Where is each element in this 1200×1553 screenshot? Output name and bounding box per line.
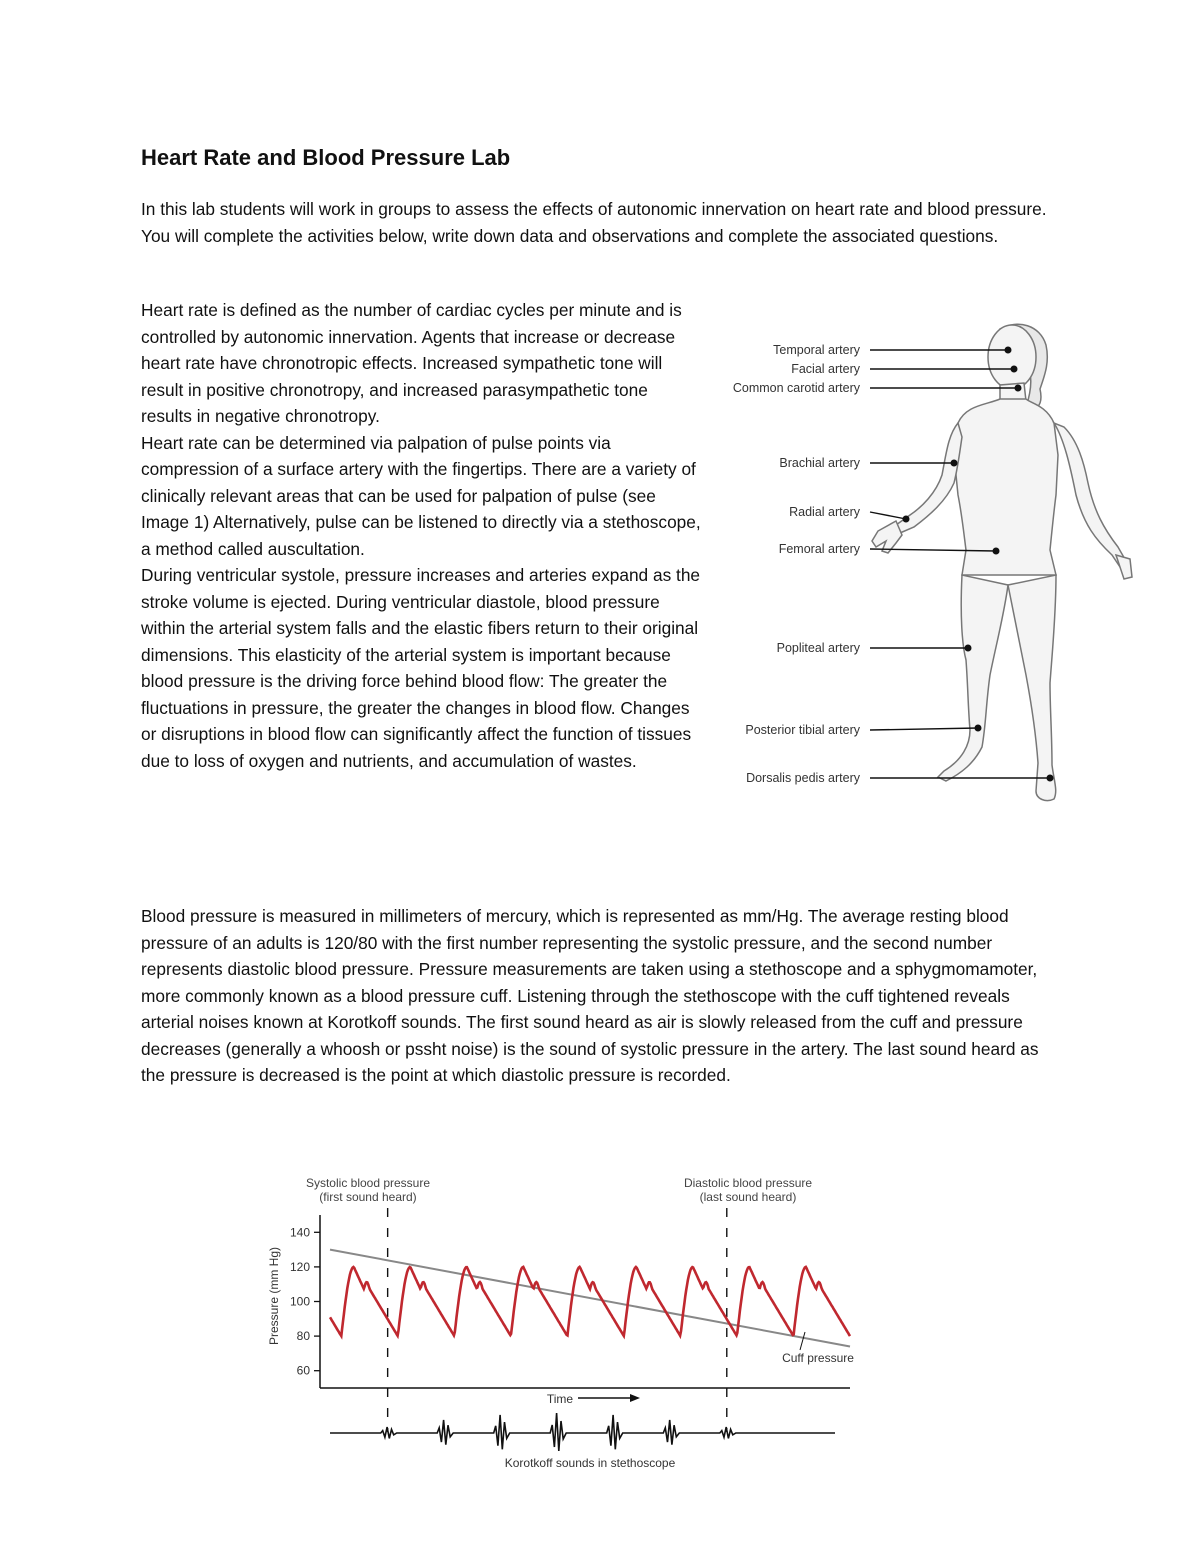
- blood-pressure-paragraph: Blood pressure is measured in millimeters of mercury, which is represented as mm/Hg. The average resting blood pressure of an adults is 120/80 with the first number representing the systolic pressure, and the second number represents diastolic blood pressure. Pressure measurements are taken using a stethoscope and a sphygmomamoter, more commonly known as a blood pressure cuff. Listening through the stethoscope with the cuff tightened reveals arterial noises known at Korotkoff sounds. The first sound heard as air is slowly released from the cuff and pressure decreases (generally a whoosh or pssht noise) is the sound of systolic pressure in the artery. The last sound heard as the pressure is decreased is the point at which diastolic pressure is recorded.: [141, 906, 1039, 1085]
- label-dorsalis-pedis-artery: Dorsalis pedis artery: [746, 771, 860, 785]
- diastolic-annotation-line2: (last sound heard): [699, 1190, 797, 1204]
- label-common-carotid-artery: Common carotid artery: [732, 381, 860, 395]
- korotkoff-sounds-trace: [330, 1413, 835, 1451]
- diastolic-annotation-line1: Diastolic blood pressure: [683, 1176, 813, 1190]
- x-axis-label: Time: [546, 1392, 574, 1406]
- y-axis-ticks: [290, 1225, 320, 1377]
- cuff-pressure-label: Cuff pressure: [782, 1351, 854, 1365]
- pulse-points-figure: [700, 315, 1160, 815]
- y-tick-label: 80: [296, 1329, 310, 1344]
- label-facial-artery: Facial artery: [791, 362, 860, 376]
- label-temporal-artery: Temporal artery: [773, 343, 860, 357]
- intro-paragraph: In this lab students will work in groups to assess the effects of autonomic innervation on heart rate and blood pressure. You will complete the activities below, write down data and observations and complete the associated questions.: [141, 199, 1047, 246]
- y-tick-label: 60: [296, 1363, 310, 1378]
- label-popliteal-artery: Popliteal artery: [776, 641, 860, 655]
- y-tick-label: 100: [289, 1294, 310, 1309]
- palpation-paragraph: Heart rate can be determined via palpation of pulse points via compression of a surface artery with the fingertips. There are a variety of clinically relevant areas that can be used for palpation of pulse (see Image 1) Alternatively, pulse can be listened to directly via a stethoscope, a method called auscultation.: [141, 432, 701, 559]
- label-posterior-tibial-artery: Posterior tibial artery: [745, 723, 860, 737]
- cuff-pointer: [800, 1332, 805, 1350]
- label-radial-artery: Radial artery: [789, 505, 860, 519]
- systolic-annotation-line1: Systolic blood pressure: [305, 1176, 431, 1190]
- korotkoff-label: Korotkoff sounds in stethoscope: [504, 1456, 676, 1470]
- label-brachial-artery: Brachial artery: [779, 456, 860, 470]
- artery-labels: [733, 343, 861, 785]
- arterial-pressure-wave: [330, 1267, 850, 1336]
- y-axis-label: Pressure (mm Hg): [267, 1246, 281, 1346]
- heart-rate-section: [141, 297, 701, 774]
- blood-pressure-chart: [260, 1170, 880, 1475]
- y-tick-label: 120: [289, 1259, 310, 1274]
- systole-paragraph: During ventricular systole, pressure increases and arteries expand as the stroke volume is ejected. During ventricular diastole, blood pressure within the arterial system falls and the elastic fibers return to their original dimensions. This elasticity of the arterial system is important because blood pressure is the driving force behind blood flow: The greater the fluctuations in pressure, the greater the changes in blood flow. Changes or disruptions in blood flow can significantly affect the function of tissues due to loss of oxygen and nutrients, and accumulation of wastes.: [141, 565, 701, 771]
- y-tick-label: 140: [289, 1225, 310, 1240]
- document-title: Heart Rate and Blood Pressure Lab: [141, 145, 511, 170]
- heart-rate-paragraph: Heart rate is defined as the number of cardiac cycles per minute and is controlled by autonomic innervation. Agents that increase or decrease heart rate have chronotropic effects. Increased sympathetic tone will result in positive chronotropy, and increased parasympathetic tone results in negative chronotropy.: [141, 300, 682, 426]
- time-arrow: [578, 1394, 640, 1402]
- systolic-annotation-line2: (first sound heard): [319, 1190, 417, 1204]
- label-femoral-artery: Femoral artery: [778, 542, 860, 556]
